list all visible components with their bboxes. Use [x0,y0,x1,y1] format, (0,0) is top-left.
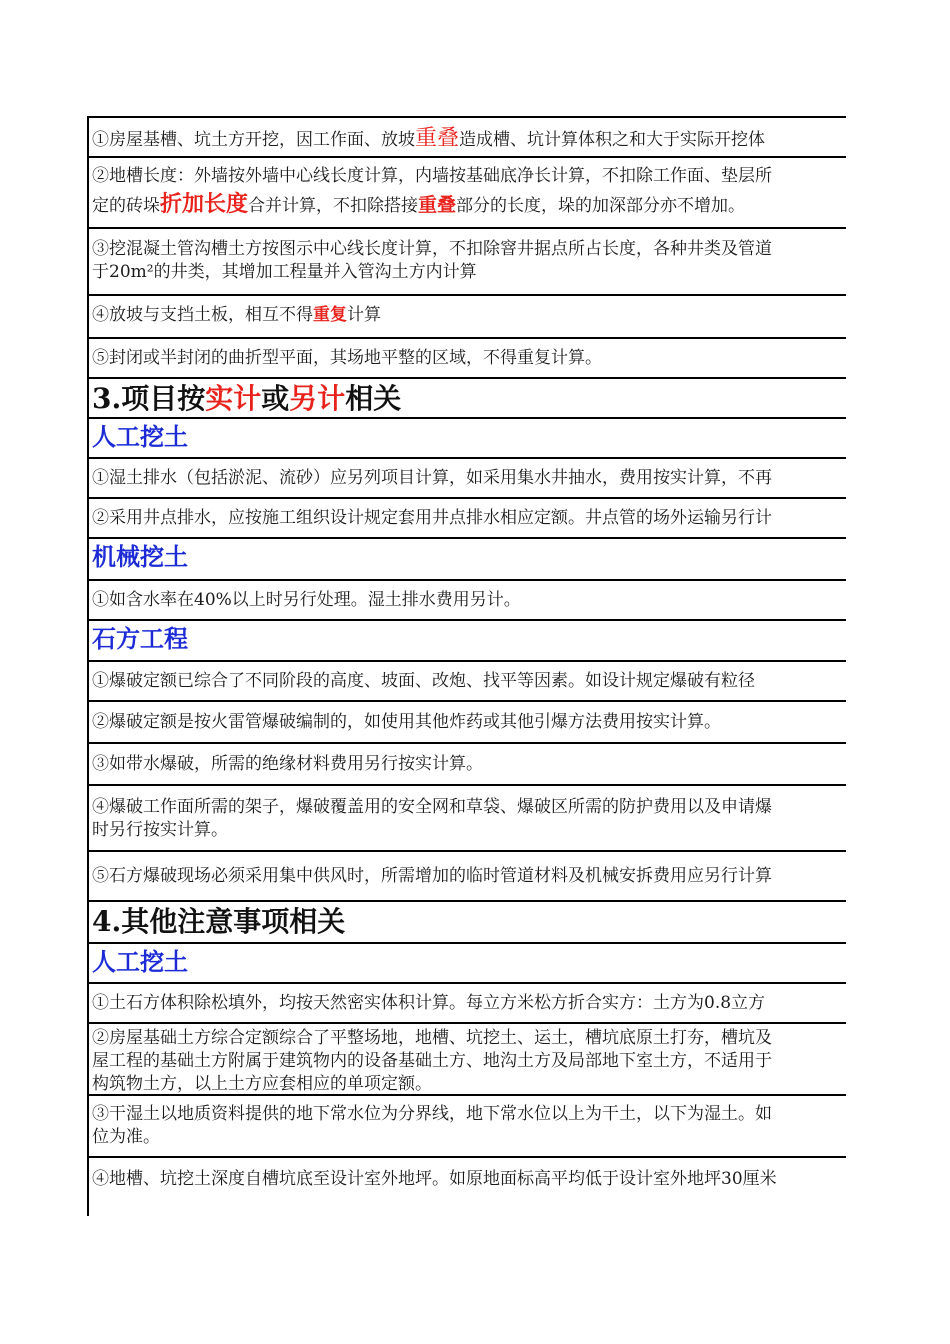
row-text: ⑤封闭或半封闭的曲折型平面，其场地平整的区域，不得重复计算。 [92,348,602,368]
row-text-line1: ②地槽长度：外墙按外墙中心线长度计算，内墙按基础底净长计算，不扣除工作面、垫层所 [92,166,772,186]
row-volume-calculation[interactable] [89,984,846,1024]
row-text: ②采用井点排水，应按施工组织设计规定套用井点排水相应定额。井点管的场外运输另行计 [92,508,772,528]
row-text-line1: ④爆破工作面所需的架子，爆破覆盖用的安全网和草袋、爆破区所需的防护费用以及申请爆 [92,797,772,817]
row-text: ①湿土排水（包括淤泥、流砂）应另列项目计算，如采用集水井抽水，费用按实计算，不再 [92,468,772,488]
subheading-text: 人工挖土 [92,947,188,976]
row-dry-wet-soil[interactable] [89,1096,846,1158]
section-text: 相关 [345,382,402,415]
row-text: ①房屋基槽、坑土方开挖，因工作面、放坡 [92,130,415,150]
highlight-overlap: 重叠 [415,126,460,151]
row-text: 计算 [347,305,381,325]
row-excavation-depth[interactable] [89,1158,846,1214]
subheading-text: 机械挖土 [92,542,188,571]
section-accent-separate: 另计 [289,382,346,415]
row-text-line2: 屋工程的基础土方附属于建筑物内的设备基础土方、地沟土方及局部地下室土方，不适用于 [92,1051,772,1071]
subheading-machine-excavation [89,539,846,581]
row-slope-shoring[interactable] [89,296,846,339]
row-well-point-drainage[interactable] [89,499,846,539]
row-water-blasting[interactable] [89,744,846,786]
row-text: ④地槽、坑挖土深度自槽坑底至设计室外地坪。如原地面标高平均低于设计室外地坪30厘米 [92,1169,777,1189]
row-wet-soil-drainage[interactable] [89,459,846,499]
section-text: 或 [261,382,290,415]
subheading-manual-excavation [89,419,846,459]
row-text-line2: 于20m²的井类，其增加工程量并入管沟土方内计算 [92,262,477,282]
section-heading-3 [89,379,846,419]
subheading-text: 石方工程 [92,624,188,653]
highlight-fold-length: 折加长度 [160,191,249,217]
highlight-overlap-2: 重叠 [418,194,457,216]
row-blasting-quota[interactable] [89,662,846,702]
section-accent-actual: 实计 [205,382,262,415]
row-text: ③如带水爆破，所需的绝缘材料费用另行按实计算。 [92,754,483,774]
row-overlap-excavation[interactable] [89,116,846,158]
row-text: 造成槽、坑计算体积之和大于实际开挖体 [459,130,766,150]
row-trench-length[interactable] [89,158,846,229]
row-central-air[interactable] [89,852,846,902]
subheading-rock-works [89,621,846,662]
row-text: ①爆破定额已综合了不同阶段的高度、坡面、改炮、找平等因素。如设计规定爆破有粒径 [92,671,755,691]
row-text-line1: ②房屋基础土方综合定额综合了平整场地，地槽、坑挖土、运土，槽坑底原土打夯，槽坑及 [92,1028,772,1048]
row-text-line3: 构筑物土方，以上土方应套相应的单项定额。 [92,1074,432,1094]
row-blasting-scaffold[interactable] [89,786,846,852]
row-pipe-trench[interactable] [89,229,846,296]
row-text: ④放坡与支挡土板，相互不得 [92,305,313,325]
highlight-repeat: 重复 [313,305,347,325]
row-text: 合并计算，不扣除搭接 [248,196,419,216]
row-text: ①如含水率在40%以上时另行处理。湿土排水费用另计。 [92,590,521,610]
row-closed-plane[interactable] [89,339,846,379]
row-text: ②爆破定额是按火雷管爆破编制的，如使用其他炸药或其他引爆方法费用按实计算。 [92,712,721,732]
subheading-text: 人工挖土 [92,422,188,451]
section-heading-4 [89,902,846,944]
row-text-line2: 时另行按实计算。 [92,820,228,840]
subheading-manual-excavation-2 [89,944,846,984]
row-foundation-earthwork[interactable] [89,1024,846,1096]
row-text: 定的砖垛 [92,196,160,216]
row-fire-detonator[interactable] [89,702,846,744]
spreadsheet-sheet [87,116,846,1216]
row-text: ①土石方体积除松填外，均按天然密实体积计算。每立方米松方折合实方：土方为0.8立方 [92,993,766,1013]
row-text-line2: 位为准。 [92,1127,160,1147]
section-text: 4.其他注意事项相关 [92,905,346,938]
row-text: 部分的长度，垛的加深部分亦不增加。 [456,196,746,216]
row-text-line1: ③干湿土以地质资料提供的地下常水位为分界线，地下常水位以上为干土，以下为湿土。如 [92,1104,772,1124]
row-text: ⑤石方爆破现场必须采用集中供风时，所需增加的临时管道材料及机械安拆费用应另行计算 [92,866,772,886]
row-moisture-content[interactable] [89,581,846,621]
section-text: 3.项目按 [92,382,206,415]
row-text-line1: ③挖混凝土管沟槽土方按图示中心线长度计算，不扣除窨井据点所占长度，各种井类及管道 [92,239,772,259]
